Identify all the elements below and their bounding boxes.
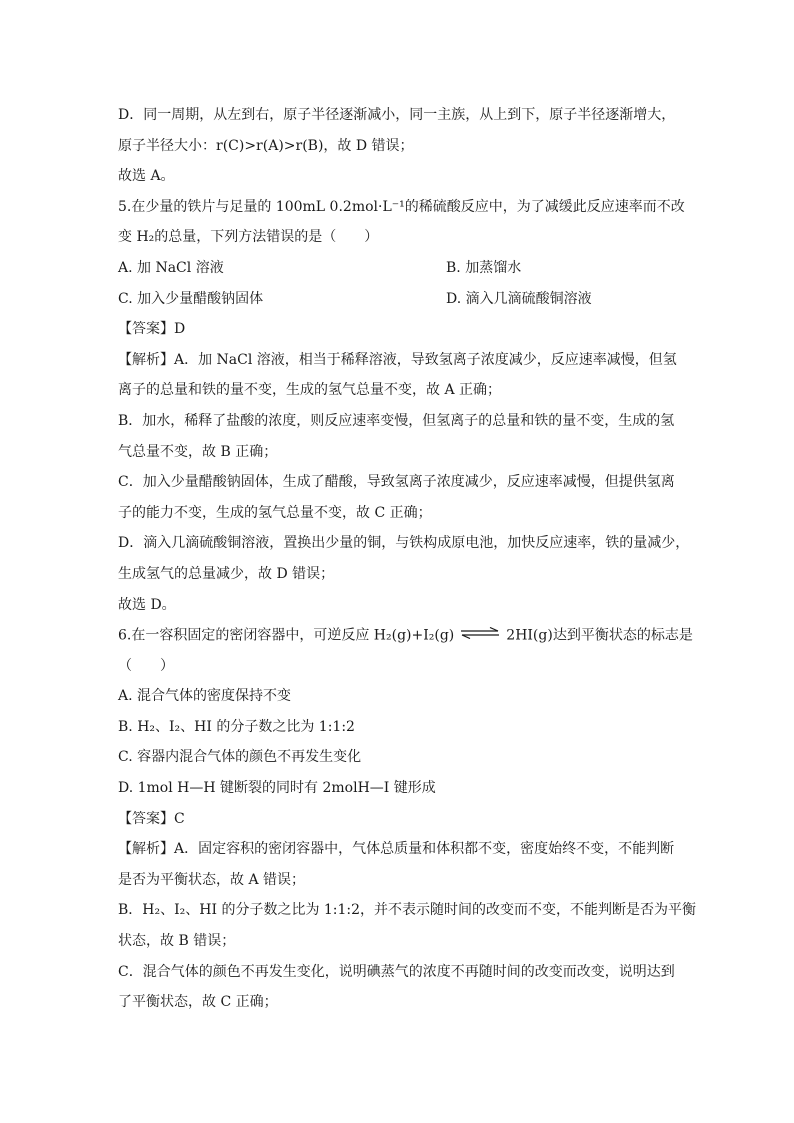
explanation-line: 生成氢气的总量减少，故 D 错误； [118, 565, 335, 582]
explanation-line: D．滴入几滴硫酸铜溶液，置换出少量的铜，与铁构成原电池，加快反应速率，铁的量减少， [118, 535, 690, 552]
equilibrium-arrow-icon [460, 620, 500, 651]
question-5-stem: 5.在少量的铁片与足量的 100mL 0.2mol·L⁻¹的稀硫酸反应中，为了减缓此反应速率而不改 [118, 198, 685, 215]
explanation-line: 离子的总量和铁的量不变，生成的氢气总量不变，故 A 正确； [118, 382, 502, 399]
explanation-line: 了平衡状态，故 C 正确； [118, 994, 278, 1011]
explanation-line: 是否为平衡状态，故 A 错误； [118, 871, 306, 888]
explanation-line: C．加入少量醋酸钠固体，生成了醋酸，导致氢离子浓度减少，反应速率减慢，但提供氢离 [118, 474, 675, 491]
question-6-stem [118, 620, 693, 651]
option-d: D. 滴入几滴硫酸铜溶液 [446, 290, 592, 307]
option-c: C. 加入少量醋酸钠固体 [118, 290, 264, 307]
answer-6: 【答案】C [118, 810, 185, 827]
text-line: 原子半径大小：r(C)>r(A)>r(B)，故 D 错误； [118, 137, 414, 154]
question-5-options-row-2 [118, 284, 678, 315]
explanation-line: B．H₂、I₂、HI 的分子数之比为 1:1:2，并不表示随时间的改变而不变，不能判断是否为平衡 [118, 902, 697, 919]
question-6-stem-cont: （ ） [118, 657, 174, 674]
option-c: C. 容器内混合气体的颜色不再发生变化 [118, 749, 362, 766]
explanation-line: B．加水，稀释了盐酸的浓度，则反应速率变慢，但氢离子的总量和铁的量不变，生成的氢 [118, 412, 675, 429]
question-5-stem-cont: 变 H₂的总量，下列方法错误的是（ ） [118, 229, 379, 246]
text-line: D．同一周期，从左到右，原子半径逐渐减小，同一主族，从上到下，原子半径逐渐增大， [118, 107, 676, 123]
option-d: D. 1mol H—H 键断裂的同时有 2molH—I 键形成 [118, 780, 436, 797]
option-b: B. 加蒸馏水 [446, 259, 522, 276]
explanation-line: 【解析】A．固定容积的密闭容器中，气体总质量和体积都不变，密度始终不变，不能判断 [118, 841, 675, 858]
explanation-line: 故选 D。 [118, 596, 176, 613]
question-6-stem-pre: 6.在一容积固定的密闭容器中，可逆反应 H₂(g)+I₂(g) [118, 627, 455, 644]
option-b: B. H₂、I₂、HI 的分子数之比为 1:1:2 [118, 718, 355, 735]
explanation-line: C．混合气体的颜色不再发生变化，说明碘蒸气的浓度不再随时间的改变而改变，说明达到 [118, 963, 675, 980]
answer-5: 【答案】D [118, 321, 186, 338]
explanation-line: 气总量不变，故 B 正确； [118, 443, 278, 460]
document-body [118, 100, 697, 1018]
explanation-line: 子的能力不变，生成的氢气总量不变，故 C 正确； [118, 504, 432, 521]
question-5-options-row-1 [118, 253, 678, 284]
text-line: 故选 A。 [118, 168, 175, 185]
option-a: A. 加 NaCl 溶液 [118, 259, 224, 276]
explanation-line: 状态，故 B 错误； [118, 933, 236, 950]
question-6-stem-post: 2HI(g)达到平衡状态的标志是 [506, 627, 693, 644]
explanation-line: 【解析】A．加 NaCl 溶液，相当于稀释溶液，导致氢离子浓度减少，反应速率减慢，但氢 [118, 351, 677, 368]
option-a: A. 混合气体的密度保持不变 [118, 688, 292, 705]
